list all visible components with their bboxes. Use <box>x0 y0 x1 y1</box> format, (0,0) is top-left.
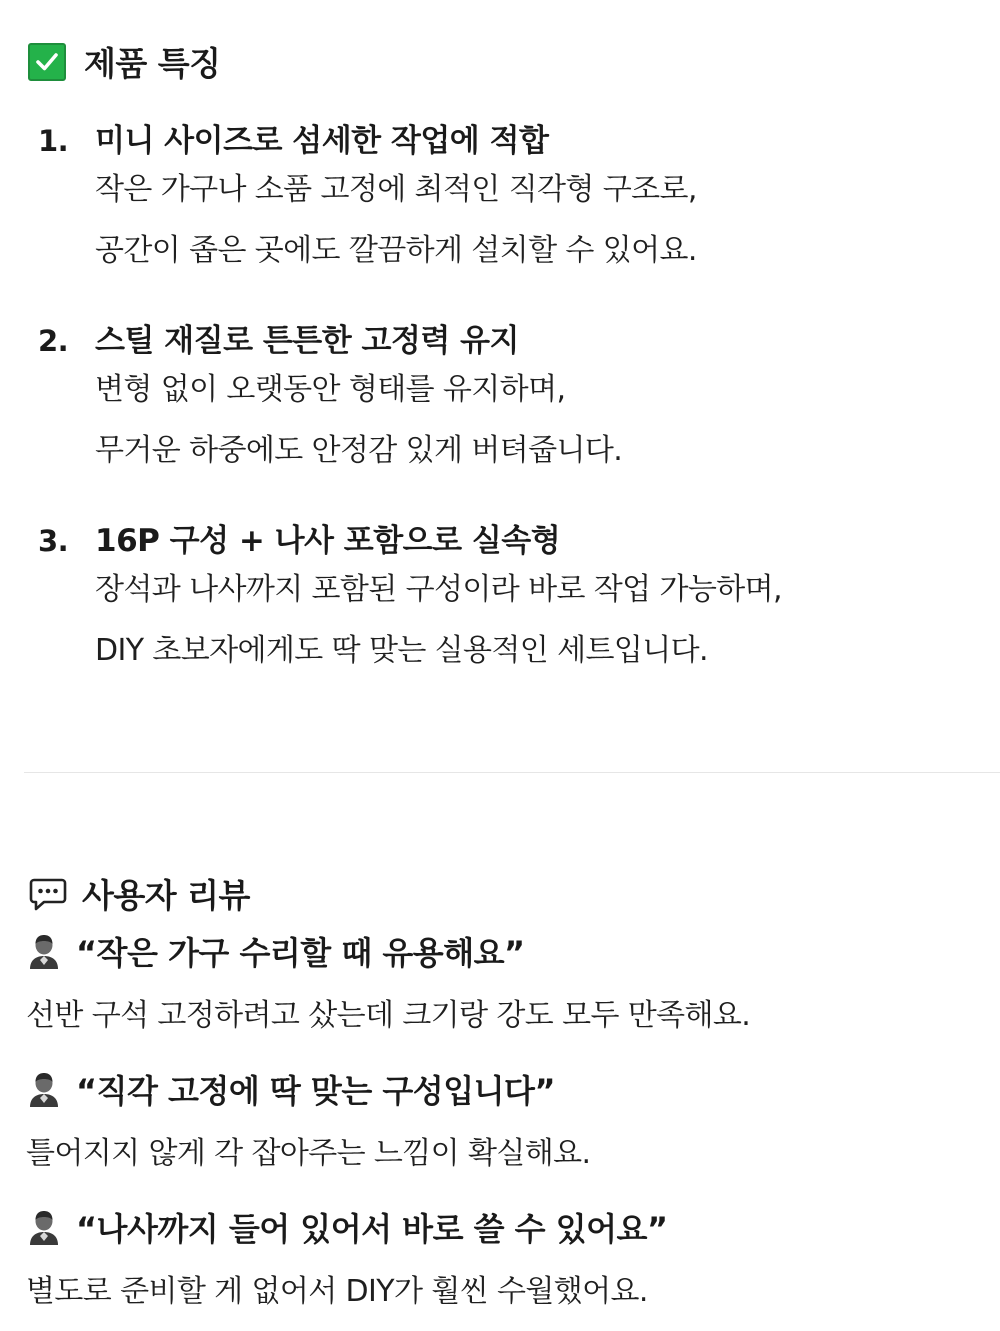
feature-item <box>38 315 978 481</box>
review-quote-text: “작은 가구 수리할 때 유용해요” <box>76 934 525 972</box>
feature-heading-text: 스틸 재질로 튼튼한 고정력 유지 <box>95 323 519 359</box>
features-title-text: 제품 특징 <box>84 44 221 83</box>
feature-description-line: 변형 없이 오랫동안 형태를 유지하며, <box>95 372 566 407</box>
reviews-title <box>28 870 250 917</box>
check-mark-icon <box>28 43 66 81</box>
person-icon <box>26 1070 62 1108</box>
feature-heading <box>38 115 978 159</box>
feature-description-line: 작은 가구나 소품 고정에 최적인 직각형 구조로, <box>95 172 697 207</box>
review-item <box>26 1066 986 1182</box>
section-divider <box>24 772 1000 773</box>
review-body: 별도로 준비할 게 없어서 DIY가 훨씬 수월했어요. <box>26 1274 648 1309</box>
review-quote <box>26 928 986 974</box>
review-quote-text: “직각 고정에 딱 맞는 구성입니다” <box>76 1072 555 1110</box>
review-quote <box>26 1204 986 1250</box>
review-item <box>26 928 986 1044</box>
feature-description-line: DIY 초보자에게도 딱 맞는 실용적인 세트입니다. <box>95 633 708 668</box>
review-body: 틀어지지 않게 각 잡아주는 느낌이 확실해요. <box>26 1136 591 1171</box>
features-title <box>28 38 221 85</box>
feature-description-line: 공간이 좁은 곳에도 깔끔하게 설치할 수 있어요. <box>95 233 697 268</box>
feature-description-line: 장석과 나사까지 포함된 구성이라 바로 작업 가능하며, <box>95 572 782 607</box>
review-body: 선반 구석 고정하려고 샀는데 크기랑 강도 모두 만족해요. <box>26 998 751 1033</box>
feature-heading <box>38 315 978 359</box>
feature-item <box>38 115 978 281</box>
feature-number: 2. <box>38 324 69 358</box>
feature-number: 1. <box>38 124 69 158</box>
review-quote <box>26 1066 986 1112</box>
review-quote-text: “나사까지 들어 있어서 바로 쓸 수 있어요” <box>76 1210 668 1248</box>
feature-heading-text: 미니 사이즈로 섬세한 작업에 적합 <box>95 123 549 159</box>
speech-bubble-icon <box>28 874 68 914</box>
feature-number: 3. <box>38 524 69 558</box>
review-item <box>26 1204 986 1320</box>
feature-description-line: 무거운 하중에도 안정감 있게 버텨줍니다. <box>95 433 623 468</box>
feature-heading-text: 16P 구성 + 나사 포함으로 실속형 <box>95 523 561 559</box>
person-icon <box>26 1208 62 1246</box>
person-icon <box>26 932 62 970</box>
feature-heading <box>38 515 978 559</box>
feature-item <box>38 515 978 681</box>
reviews-title-text: 사용자 리뷰 <box>82 876 250 915</box>
